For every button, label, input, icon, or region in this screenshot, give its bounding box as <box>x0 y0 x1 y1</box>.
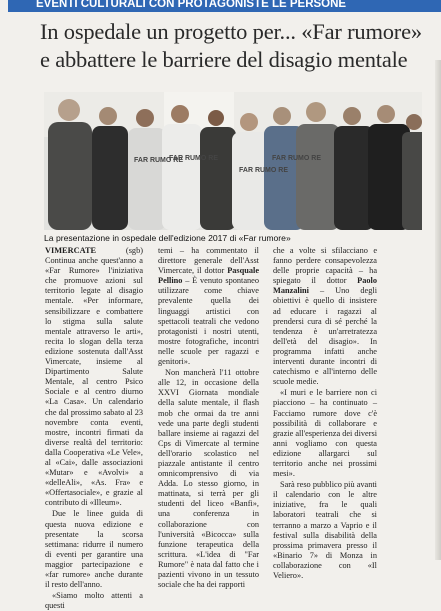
paragraph: Due le linee guida di questa nuova edizione e presentate la scorsa settimana: ridurre il numero di eventi per garantire una maggior partecipazione e «far rumore» anche durante il resto dell'anno. <box>45 509 143 590</box>
paragraph-text: – Uno degli obiettivi è quello di insistere ad educare i ragazzi al prendersi cura di sé perché la tendenza è un'arretratezza dell'età del disagio». In programma infatti anche interventi durante incontri di catechismo e all'interno delle scuole medie. <box>273 286 377 387</box>
headline-line-1: In ospedale un progetto per... «Far rumore» <box>40 19 422 44</box>
article-headline <box>40 18 438 74</box>
page-fold-shadow <box>435 60 441 560</box>
article-photo <box>44 92 422 230</box>
paragraph: Non mancherà l'11 ottobre alle 12, in occasione della XXVI Giornata mondiale della salute mentale, il flash mob che ormai da tre anni vede una parte degli studenti ballare insieme ai ragazzi del Cps di Vimercate al termine dell'orario scolastico nel piazzale antistante il centro omnicomprensivo di via Adda. Lo stesso giorno, in mattinata, si terrà per gli studenti del liceo «Banfi», una conferenza in collaborazione con l'università «Bicocca» sulla funzione terapeutica della scrittura. «L'idea di "Far Rumore" è nata dal fatto che i pazienti vivono in un tessuto sociale che ha dei rapporti <box>158 368 259 590</box>
dateline: VIMERCATE <box>45 246 97 255</box>
tshirt-print: FAR RUMO RE <box>134 157 183 164</box>
article-column-2 <box>158 246 259 590</box>
article-column-1 <box>45 246 143 611</box>
paragraph-text: che a volte si sfilacciano e fanno perdere consapevolezza delle proprie capacità – ha spiegato il dottor <box>273 246 377 286</box>
paragraph-text: temi – ha commentato il direttore generale dell'Asst Vimercate, il dottor <box>158 246 259 276</box>
photo-caption: La presentazione in ospedale dell'edizione 2017 di «Far rumore» <box>44 233 291 243</box>
person-name: Paolo Manzalini <box>273 276 377 296</box>
paragraph-text: – È venuto spontaneo utilizzare come chiave prevalente quella dei linguaggi artistici con spettacoli teatrali che vedono protagonisti i nostri utenti, mostre fotografiche, incontri nelle scuole per ragazzi e genitori». <box>158 276 259 367</box>
tshirt-print: FAR RUMO RE <box>239 167 288 174</box>
headline-line-2: e abbattere le barriere del disagio mentale <box>40 47 408 72</box>
paragraph: «Siamo molto attenti a questi <box>45 591 143 611</box>
paragraph: Sarà reso pubblico più avanti il calendario con le altre iniziative, fra le quali laboratori teatrali che si terranno a marzo a Vaprio e il festival sulla disabilità della prossima primavera presso il «Binario 7» di Monza in collaborazione con «Il Veliero». <box>273 480 377 580</box>
tshirt-print: FAR RUMO RE <box>272 155 321 162</box>
paragraph <box>45 246 143 508</box>
paragraph: «I muri e le barriere non ci piacciono – ha continuato – Facciamo rumore dove c'è possibilità di collaborare e grazie all'esperienza dei diversi anni vogliamo con questa edizione allargarci sul territorio anche nei prossimi mesi». <box>273 388 377 479</box>
group-photo <box>44 92 422 230</box>
paragraph-text: (sgb) Continua anche quest'anno a «Far Rumore» l'iniziativa che promuove azioni sul territorio legate al disagio mentale. «Per informare, sensibilizzare e combattere lo stigma sulla salute mentale attraverso le arti», recita lo slogan della terza edizione sostenuta dall'Asst Vimercate, insieme al Dipartimento Salute Mentale, al centro Psico Sociale e al centro diurno «La Casa». Un calendario che dal prossimo sabato al 23 novembre conta eventi, mostre, incontri firmati da diverse realtà del territorio: dalla Cooperativa «Le Vele», al «Cai», dalle associazioni «Mutar» e «Avolvi» a «delleAli», «As. Fra» e «Offertasociale», e grazie al contributo di «Illeum». <box>45 246 143 508</box>
section-banner: EVENTI CULTURALI CON PROTAGONISTE LE PERSONE <box>8 0 441 12</box>
person-name: Pasquale Pellino <box>158 266 259 286</box>
paragraph <box>158 246 259 367</box>
article-column-3 <box>273 246 377 580</box>
paragraph <box>273 246 377 387</box>
tshirt-print: FAR RUMO RE <box>169 155 218 162</box>
